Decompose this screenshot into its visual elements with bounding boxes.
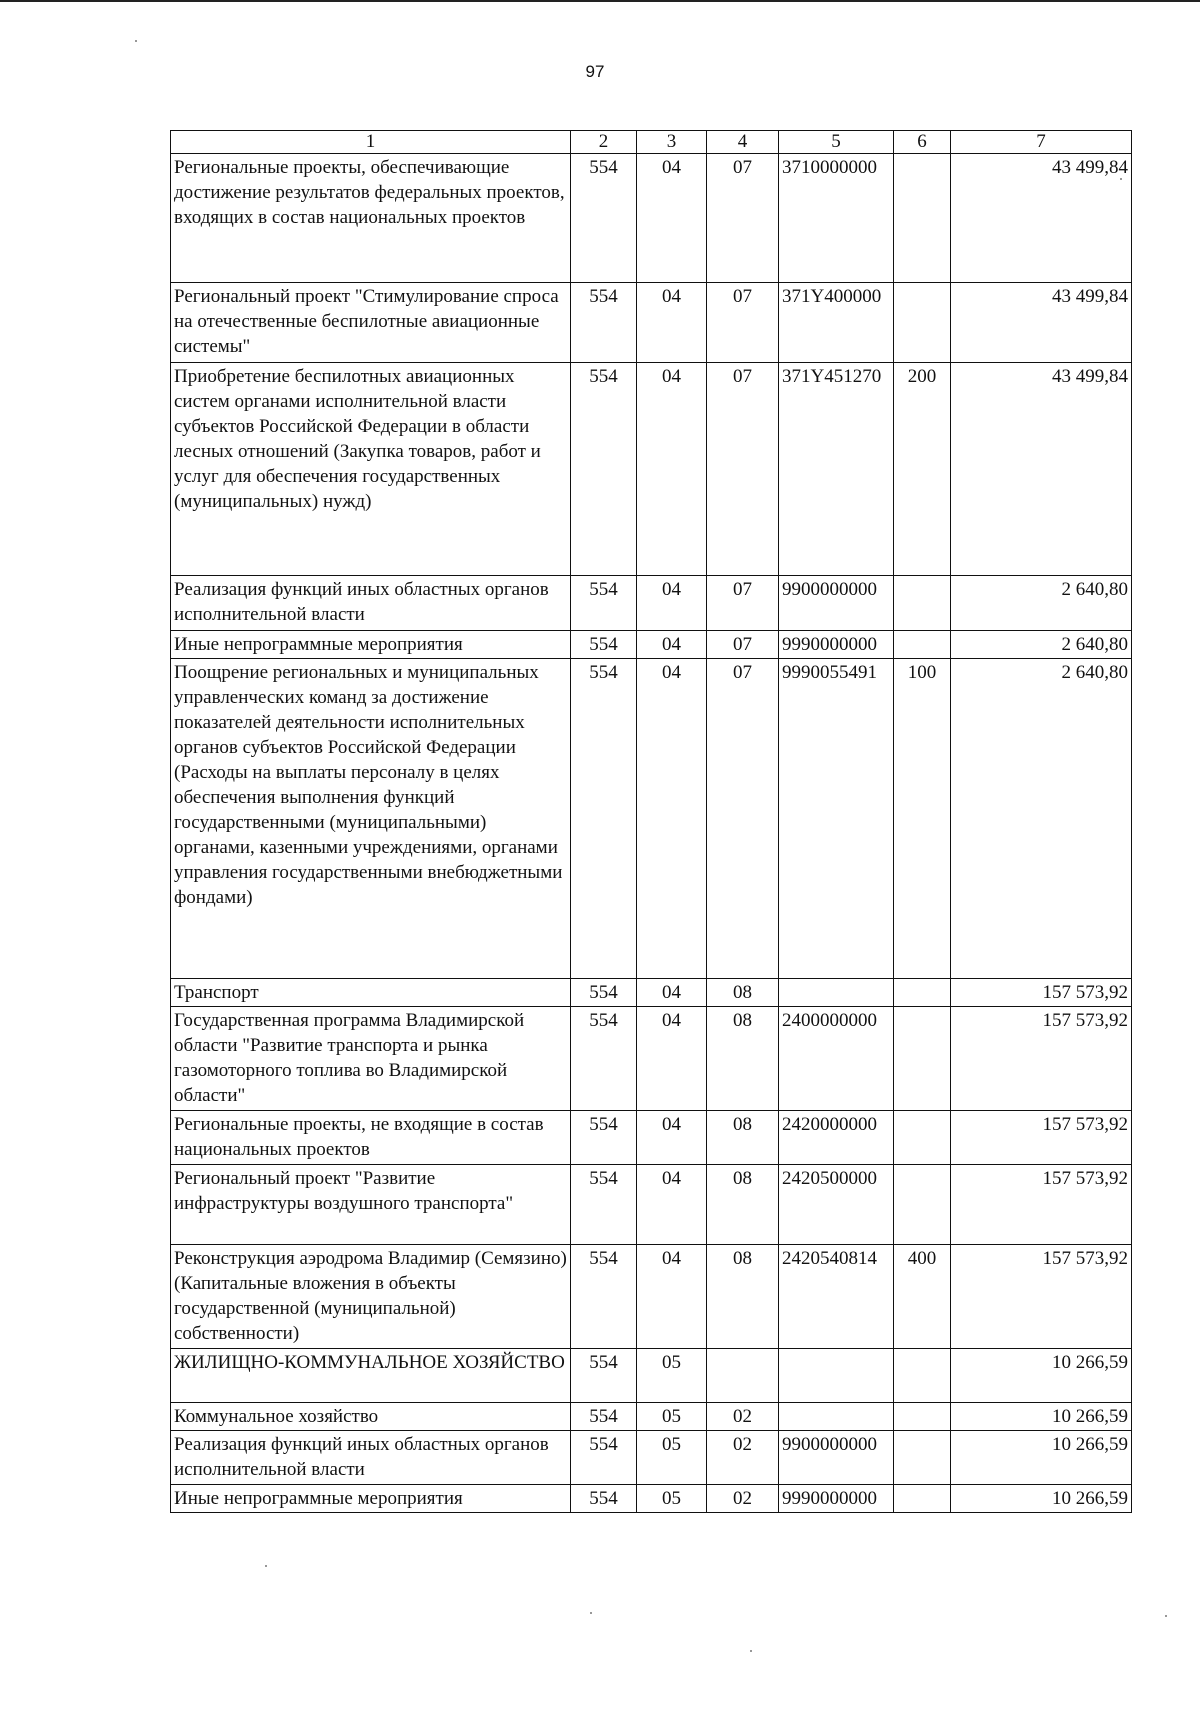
cell-name: Региональный проект "Стимулирование спроса на отечественные беспилотные авиационные системы" — [171, 283, 571, 363]
cell-csr: 9900000000 — [779, 1431, 894, 1485]
cell-podrazdel: 08 — [707, 1245, 779, 1349]
cell-razdel: 04 — [637, 576, 707, 631]
cell-name: Государственная программа Владимирской области "Развитие транспорта и рынка газомоторного топлива во Владимирской области" — [171, 1007, 571, 1111]
cell-podrazdel: 08 — [707, 1007, 779, 1111]
cell-vr — [894, 1485, 951, 1513]
cell-ved: 554 — [571, 631, 637, 659]
cell-csr: 9990000000 — [779, 1485, 894, 1513]
cell-csr: 371Y400000 — [779, 283, 894, 363]
cell-name: Иные непрограммные мероприятия — [171, 631, 571, 659]
cell-razdel: 04 — [637, 1165, 707, 1245]
cell-name: Приобретение беспилотных авиационных систем органами исполнительной власти субъектов Российской Федерации в области лесных отношений (Закупка товаров, работ и услуг для обеспечения государственных (муниципальных) нужд) — [171, 363, 571, 576]
cell-vr — [894, 1165, 951, 1245]
cell-csr — [779, 979, 894, 1007]
table-row — [171, 659, 1132, 979]
table-row — [171, 631, 1132, 659]
cell-name: Коммунальное хозяйство — [171, 1403, 571, 1431]
cell-razdel: 04 — [637, 979, 707, 1007]
column-header: 2 — [571, 131, 637, 154]
cell-ved: 554 — [571, 1485, 637, 1513]
table-row — [171, 154, 1132, 283]
table-row — [171, 283, 1132, 363]
scan-speck — [265, 1565, 267, 1567]
cell-ved: 554 — [571, 283, 637, 363]
cell-vr — [894, 1431, 951, 1485]
cell-razdel: 04 — [637, 1111, 707, 1165]
cell-csr: 9900000000 — [779, 576, 894, 631]
cell-name: Региональные проекты, обеспечивающие достижение результатов федеральных проектов, входящих в состав национальных проектов — [171, 154, 571, 283]
cell-razdel: 05 — [637, 1403, 707, 1431]
cell-vr — [894, 1007, 951, 1111]
cell-podrazdel: 08 — [707, 1111, 779, 1165]
column-header: 1 — [171, 131, 571, 154]
cell-vr — [894, 631, 951, 659]
cell-vr — [894, 1403, 951, 1431]
cell-name: ЖИЛИЩНО-КОММУНАЛЬНОЕ ХОЗЯЙСТВО — [171, 1349, 571, 1403]
cell-ved: 554 — [571, 154, 637, 283]
cell-vr — [894, 979, 951, 1007]
cell-vr — [894, 154, 951, 283]
cell-sum: 157 573,92 — [951, 1165, 1132, 1245]
table-row — [171, 576, 1132, 631]
cell-podrazdel: 02 — [707, 1403, 779, 1431]
cell-sum: 43 499,84 — [951, 283, 1132, 363]
cell-razdel: 04 — [637, 154, 707, 283]
cell-name: Иные непрограммные мероприятия — [171, 1485, 571, 1513]
cell-vr: 400 — [894, 1245, 951, 1349]
cell-sum: 10 266,59 — [951, 1485, 1132, 1513]
cell-ved: 554 — [571, 1403, 637, 1431]
cell-podrazdel: 02 — [707, 1485, 779, 1513]
table-row — [171, 1111, 1132, 1165]
budget-table — [170, 130, 1132, 1513]
table-header-row — [171, 131, 1132, 154]
cell-razdel: 04 — [637, 1007, 707, 1111]
cell-podrazdel: 07 — [707, 154, 779, 283]
cell-podrazdel: 07 — [707, 283, 779, 363]
table-row — [171, 363, 1132, 576]
cell-sum: 43 499,84 — [951, 154, 1132, 283]
cell-ved: 554 — [571, 1349, 637, 1403]
table-row — [171, 1007, 1132, 1111]
cell-razdel: 04 — [637, 631, 707, 659]
cell-razdel: 04 — [637, 283, 707, 363]
cell-podrazdel: 02 — [707, 1431, 779, 1485]
cell-ved: 554 — [571, 979, 637, 1007]
cell-sum: 10 266,59 — [951, 1349, 1132, 1403]
cell-ved: 554 — [571, 1431, 637, 1485]
cell-name: Региональный проект "Развитие инфраструктуры воздушного транспорта" — [171, 1165, 571, 1245]
cell-ved: 554 — [571, 659, 637, 979]
cell-sum: 157 573,92 — [951, 1111, 1132, 1165]
cell-ved: 554 — [571, 363, 637, 576]
cell-podrazdel: 08 — [707, 1165, 779, 1245]
cell-vr — [894, 576, 951, 631]
table-row — [171, 1165, 1132, 1245]
page-top-rule — [0, 0, 1200, 2]
cell-ved: 554 — [571, 576, 637, 631]
column-header: 6 — [894, 131, 951, 154]
cell-name: Поощрение региональных и муниципальных управленческих команд за достижение показателей деятельности исполнительных органов субъектов Российской Федерации (Расходы на выплаты персоналу в целях обеспечения выполнения функций государственными (муниципальными) органами, казенными учреждениями, органами управления государственными внебюджетными фондами) — [171, 659, 571, 979]
cell-sum: 10 266,59 — [951, 1431, 1132, 1485]
cell-csr: 3710000000 — [779, 154, 894, 283]
table-row — [171, 1403, 1132, 1431]
cell-razdel: 05 — [637, 1349, 707, 1403]
cell-sum: 43 499,84 — [951, 363, 1132, 576]
scan-speck — [1165, 1615, 1167, 1617]
table-row — [171, 1431, 1132, 1485]
cell-sum: 157 573,92 — [951, 1245, 1132, 1349]
cell-ved: 554 — [571, 1007, 637, 1111]
cell-razdel: 04 — [637, 659, 707, 979]
scan-speck — [135, 40, 137, 42]
cell-razdel: 04 — [637, 1245, 707, 1349]
cell-csr: 2400000000 — [779, 1007, 894, 1111]
table-row — [171, 1245, 1132, 1349]
cell-csr — [779, 1349, 894, 1403]
cell-sum: 157 573,92 — [951, 1007, 1132, 1111]
cell-name: Реализация функций иных областных органов исполнительной власти — [171, 576, 571, 631]
column-header: 4 — [707, 131, 779, 154]
cell-csr: 2420500000 — [779, 1165, 894, 1245]
column-header: 3 — [637, 131, 707, 154]
cell-csr: 371Y451270 — [779, 363, 894, 576]
cell-vr — [894, 1111, 951, 1165]
cell-csr — [779, 1403, 894, 1431]
cell-vr — [894, 1349, 951, 1403]
cell-csr: 9990000000 — [779, 631, 894, 659]
cell-name: Реконструкция аэродрома Владимир (Семязино) (Капитальные вложения в объекты государственной (муниципальной) собственности) — [171, 1245, 571, 1349]
cell-ved: 554 — [571, 1111, 637, 1165]
cell-csr: 2420000000 — [779, 1111, 894, 1165]
cell-razdel: 04 — [637, 363, 707, 576]
table-row — [171, 979, 1132, 1007]
cell-name: Региональные проекты, не входящие в состав национальных проектов — [171, 1111, 571, 1165]
column-header: 5 — [779, 131, 894, 154]
cell-podrazdel — [707, 1349, 779, 1403]
cell-podrazdel: 07 — [707, 363, 779, 576]
scan-speck — [590, 1612, 592, 1614]
cell-podrazdel: 07 — [707, 631, 779, 659]
cell-vr — [894, 283, 951, 363]
page-number: 97 — [585, 62, 605, 81]
cell-sum: 2 640,80 — [951, 659, 1132, 979]
cell-razdel: 05 — [637, 1485, 707, 1513]
table-row — [171, 1485, 1132, 1513]
cell-name: Транспорт — [171, 979, 571, 1007]
cell-csr: 9990055491 — [779, 659, 894, 979]
cell-sum: 2 640,80 — [951, 576, 1132, 631]
column-header: 7 — [951, 131, 1132, 154]
cell-vr: 100 — [894, 659, 951, 979]
scan-speck — [750, 1650, 752, 1652]
cell-ved: 554 — [571, 1165, 637, 1245]
scan-speck — [1120, 178, 1122, 180]
cell-ved: 554 — [571, 1245, 637, 1349]
cell-csr: 2420540814 — [779, 1245, 894, 1349]
cell-sum: 10 266,59 — [951, 1403, 1132, 1431]
cell-razdel: 05 — [637, 1431, 707, 1485]
cell-podrazdel: 07 — [707, 576, 779, 631]
cell-sum: 2 640,80 — [951, 631, 1132, 659]
cell-name: Реализация функций иных областных органов исполнительной власти — [171, 1431, 571, 1485]
cell-podrazdel: 07 — [707, 659, 779, 979]
cell-sum: 157 573,92 — [951, 979, 1132, 1007]
cell-vr: 200 — [894, 363, 951, 576]
table-row — [171, 1349, 1132, 1403]
cell-podrazdel: 08 — [707, 979, 779, 1007]
